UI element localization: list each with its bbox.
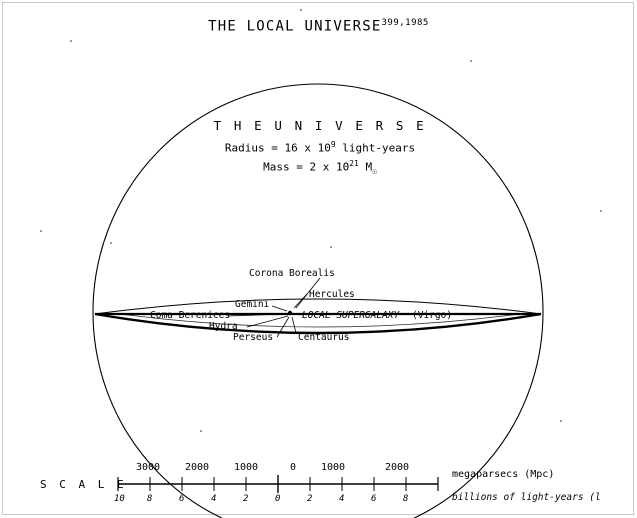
scale-units-lightyears: billions of light-years (l <box>452 492 601 503</box>
mass-solar-subscript: ☉ <box>372 166 377 176</box>
scale-bottom-tick-label: 2 <box>307 494 313 504</box>
scale-bottom-tick-label: 4 <box>211 494 217 504</box>
label-local-supergalaxy: LOCAL SUPERGALAXY <box>302 310 400 321</box>
scale-top-tick-label: 3000 <box>136 462 161 473</box>
scale-caption: S C A L E <box>40 478 127 491</box>
background-speck <box>40 230 42 232</box>
label-corona-borealis: Corona Borealis <box>249 268 335 279</box>
label-gemini: Gemini <box>235 299 270 310</box>
scale-bottom-tick-label: 6 <box>371 494 377 504</box>
scale-top-tick-label: 0 <box>290 462 297 473</box>
background-speck <box>70 40 72 42</box>
mass-exponent: 21 <box>349 158 359 168</box>
universe-mass-line <box>150 156 490 179</box>
scale-bottom-tick-label: 8 <box>147 494 153 504</box>
label-virgo: (Virgo) <box>412 310 453 321</box>
background-speck <box>600 210 602 212</box>
background-speck <box>470 60 472 62</box>
background-speck <box>330 246 332 248</box>
label-centaurus: Centaurus <box>298 332 350 343</box>
universe-radius-line <box>150 137 490 156</box>
background-speck <box>300 9 302 11</box>
leader-hercules <box>294 294 307 308</box>
label-hercules: Hercules <box>309 289 355 300</box>
label-perseus: Perseus <box>233 332 274 343</box>
leader-hydra <box>247 316 288 327</box>
radius-suffix: light-years <box>335 141 416 155</box>
scale-bottom-tick-label: 8 <box>403 494 409 504</box>
radius-prefix: Radius = 16 x 10 <box>224 141 331 155</box>
page-title-main: THE LOCAL UNIVERSE <box>208 18 382 35</box>
leader-centaurus <box>292 317 296 333</box>
scale-bottom-tick-label: 2 <box>243 494 249 504</box>
background-speck <box>110 242 112 244</box>
galaxy-center-dot <box>288 311 292 315</box>
background-speck <box>200 430 202 432</box>
mass-suffix: M <box>358 160 373 174</box>
leader-gemini <box>272 306 287 311</box>
universe-info-block <box>150 118 490 179</box>
scale-bottom-tick-label: 4 <box>339 494 345 504</box>
mass-prefix: Mass = 2 x 10 <box>263 160 350 174</box>
scale-bottom-tick-label: 0 <box>275 494 281 504</box>
scale-bottom-tick-label: 6 <box>179 494 185 504</box>
scale-top-tick-label: 1000 <box>321 462 346 473</box>
label-hydra: Hydra <box>209 321 238 332</box>
scale-top-tick-label: 2000 <box>385 462 410 473</box>
universe-heading: T H E U N I V E R S E <box>213 118 427 133</box>
background-speck <box>560 420 562 422</box>
radius-exponent: 9 <box>330 140 336 149</box>
scale-bottom-tick-label: 10 <box>114 494 125 504</box>
page-title-superscript: 399,1985 <box>381 18 429 28</box>
scale-top-tick-label: 2000 <box>185 462 210 473</box>
label-coma-berenices: Coma Berenices <box>150 310 231 321</box>
scale-top-tick-label: 1000 <box>234 462 259 473</box>
scale-units-megaparsecs: megaparsecs (Mpc) <box>452 469 555 480</box>
